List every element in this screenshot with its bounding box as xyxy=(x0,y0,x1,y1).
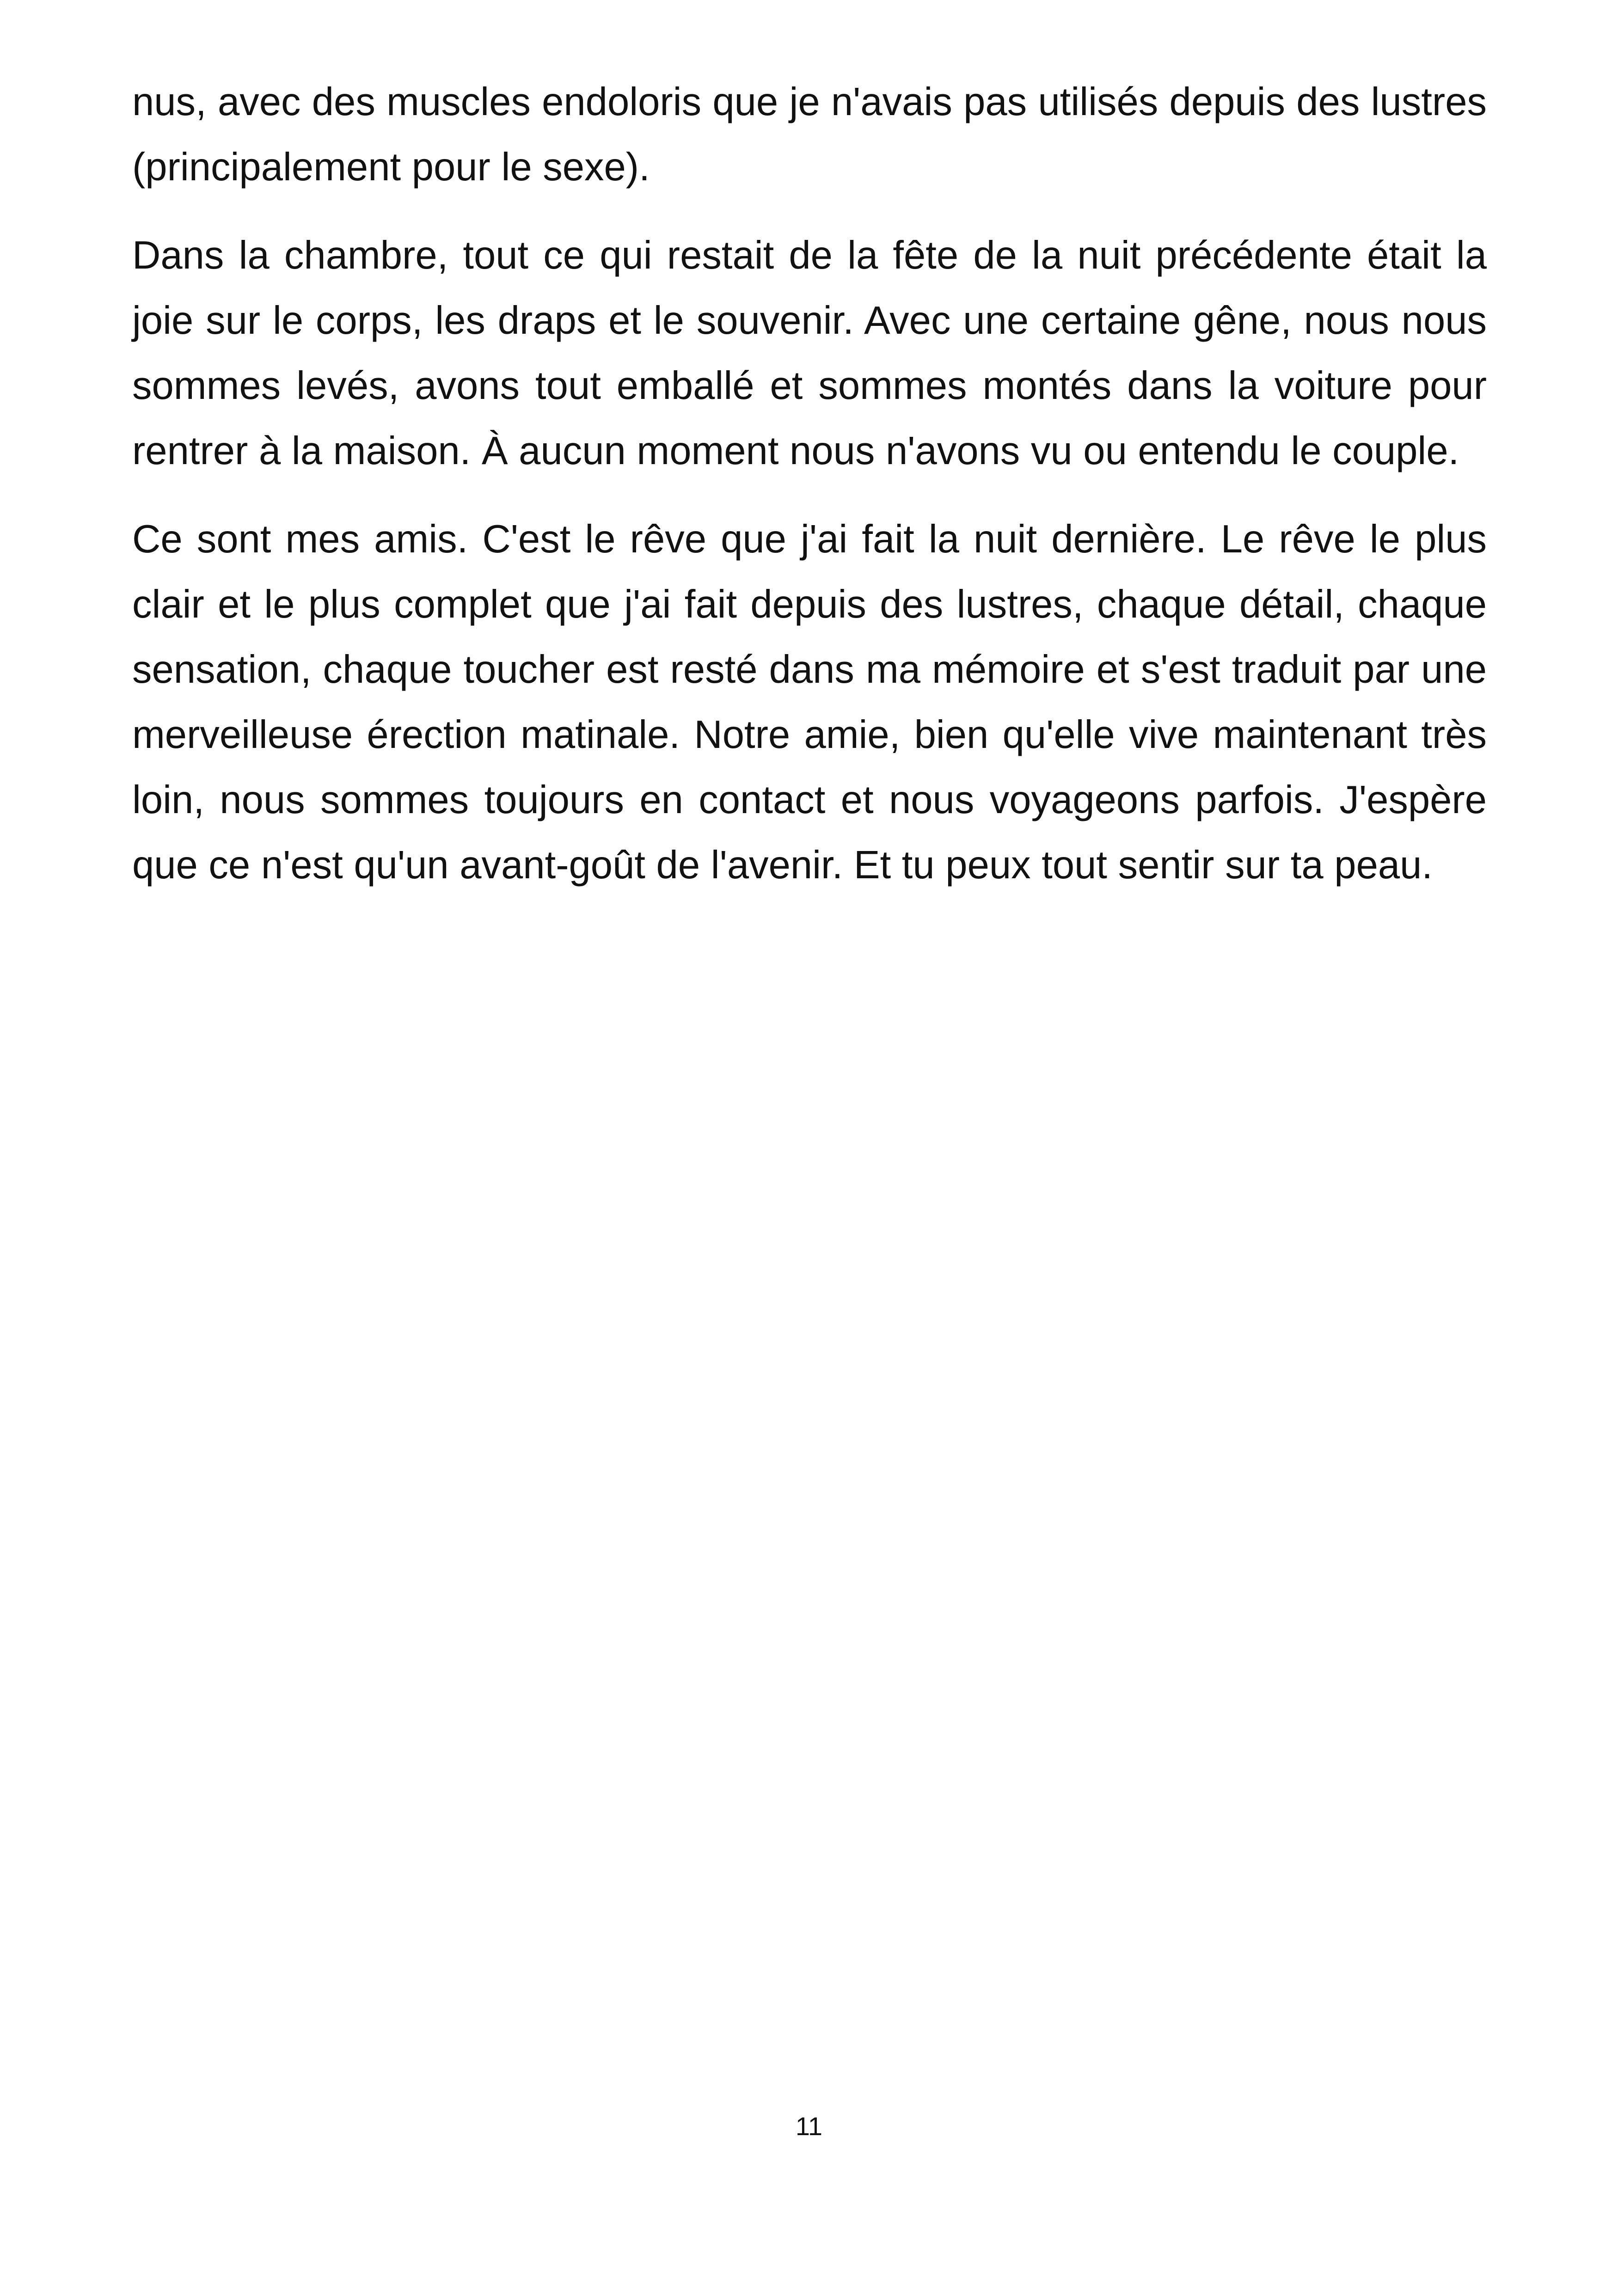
page-number: 11 xyxy=(795,2112,823,2141)
paragraph-2: Dans la chambre, tout ce qui restait de la fête de la nuit précédente était la joie sur le corps, les draps et le souvenir. Avec une certaine gêne, nous nous sommes levés, avons tout emballé et sommes montés dans la voiture pour rentrer à la maison. À aucun moment nous n'avons vu ou entendu le couple. xyxy=(132,233,1487,473)
paragraph-3: Ce sont mes amis. C'est le rêve que j'ai fait la nuit dernière. Le rêve le plus clair et le plus complet que j'ai fait depuis des lustres, chaque détail, chaque sensation, chaque toucher est resté dans ma mémoire et s'est traduit par une merveilleuse érection matinale. Notre amie, bien qu'elle vive maintenant très loin, nous sommes toujours en contact et nous voyageons parfois. J'espère que ce n'est qu'un avant-goût de l'avenir. Et tu peux tout sentir sur ta peau. xyxy=(132,517,1487,887)
body-text xyxy=(132,69,1487,921)
paragraph-1: nus, avec des muscles endoloris que je n'avais pas utilisés depuis des lustres (principalement pour le sexe). xyxy=(132,80,1487,189)
